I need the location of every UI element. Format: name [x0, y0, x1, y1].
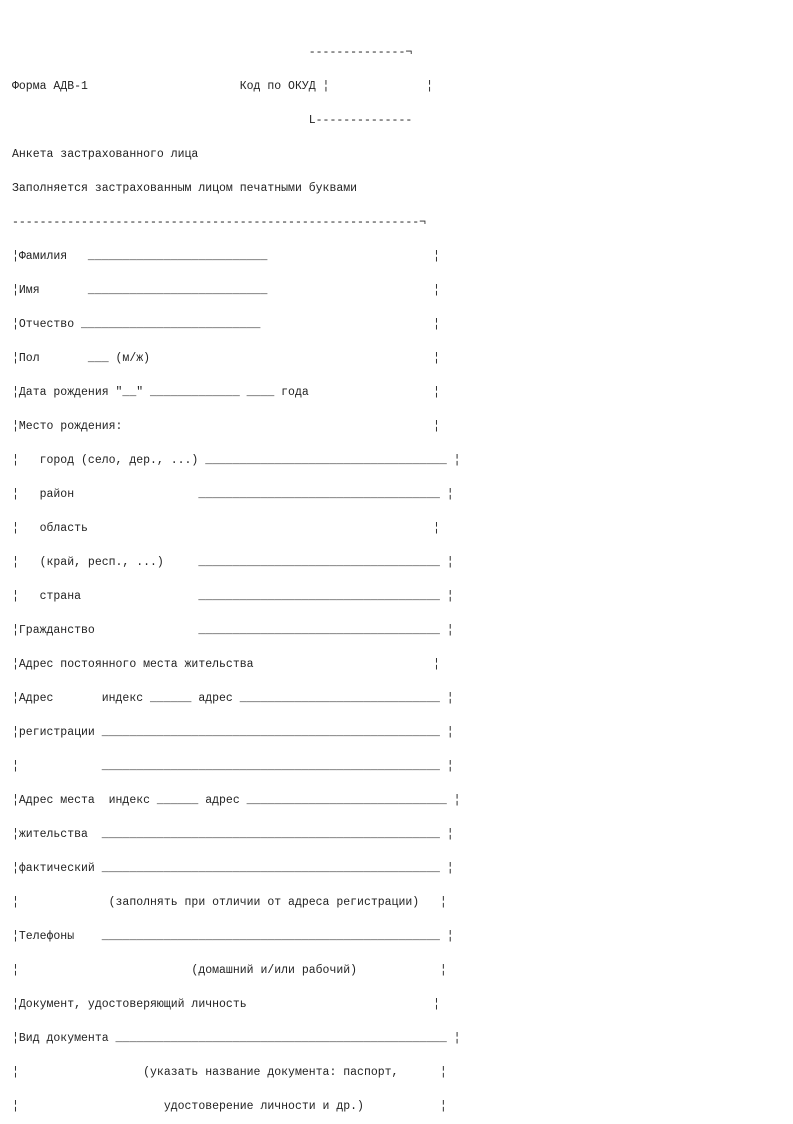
field-birth-country: ¦ страна ___________________________________ ¦ — [12, 590, 454, 603]
field-birth-region: ¦ (край, респ., ...) ___________________________________ ¦ — [12, 556, 454, 569]
field-registration-address: ¦регистрации _________________________________________________ ¦ — [12, 726, 454, 739]
form-title-okud-line: Форма АДВ-1 Код по ОКУД ¦ ¦ — [12, 80, 433, 93]
field-patronymic: ¦Отчество __________________________ ¦ — [12, 318, 440, 331]
field-birth-region-label: ¦ область ¦ — [12, 522, 440, 535]
field-registration-address-cont: ¦ _________________________________________________ ¦ — [12, 760, 454, 773]
field-sex: ¦Пол ___ (м/ж) ¦ — [12, 352, 440, 365]
document-title: Анкета застрахованного лица — [12, 148, 199, 161]
field-document-type: ¦Вид документа ________________________________________________ ¦ — [12, 1032, 461, 1045]
field-phones: ¦Телефоны _________________________________________________ ¦ — [12, 930, 454, 943]
field-actual-address: ¦жительства _________________________________________________ ¦ — [12, 828, 454, 841]
field-actual-address-cont: ¦фактический _________________________________________________ ¦ — [12, 862, 454, 875]
field-birth-date: ¦Дата рождения "__" _____________ ____ года ¦ — [12, 386, 440, 399]
field-birth-district: ¦ район ___________________________________ ¦ — [12, 488, 454, 501]
actual-address-hint: ¦ (заполнять при отличии от адреса регистрации) ¦ — [12, 896, 447, 909]
phones-hint: ¦ (домашний и/или рабочий) ¦ — [12, 964, 447, 977]
field-citizenship: ¦Гражданство ___________________________________ ¦ — [12, 624, 454, 637]
table-top-border: -----------------------------------------------------------¬ — [12, 216, 427, 229]
form-document — [12, 36, 461, 1124]
field-actual-index: ¦Адрес места индекс ______ адрес _____________________________ ¦ — [12, 794, 461, 807]
section-permanent-address: ¦Адрес постоянного места жительства ¦ — [12, 658, 440, 671]
section-identity-document: ¦Документ, удостоверяющий личность ¦ — [12, 998, 440, 1011]
section-birth-place: ¦Место рождения: ¦ — [12, 420, 440, 433]
document-type-hint-2: ¦ удостоверение личности и др.) ¦ — [12, 1100, 447, 1113]
field-birth-city: ¦ город (село, дер., ...) ___________________________________ ¦ — [12, 454, 461, 467]
field-first-name: ¦Имя __________________________ ¦ — [12, 284, 440, 297]
fill-instruction: Заполняется застрахованным лицом печатными буквами — [12, 182, 358, 195]
document-type-hint-1: ¦ (указать название документа: паспорт, ¦ — [12, 1066, 447, 1079]
field-surname: ¦Фамилия __________________________ ¦ — [12, 250, 440, 263]
field-registration-index: ¦Адрес индекс ______ адрес _____________________________ ¦ — [12, 692, 454, 705]
okud-box-top: --------------¬ — [12, 46, 413, 59]
okud-box-bottom: L-------------- — [12, 114, 413, 127]
